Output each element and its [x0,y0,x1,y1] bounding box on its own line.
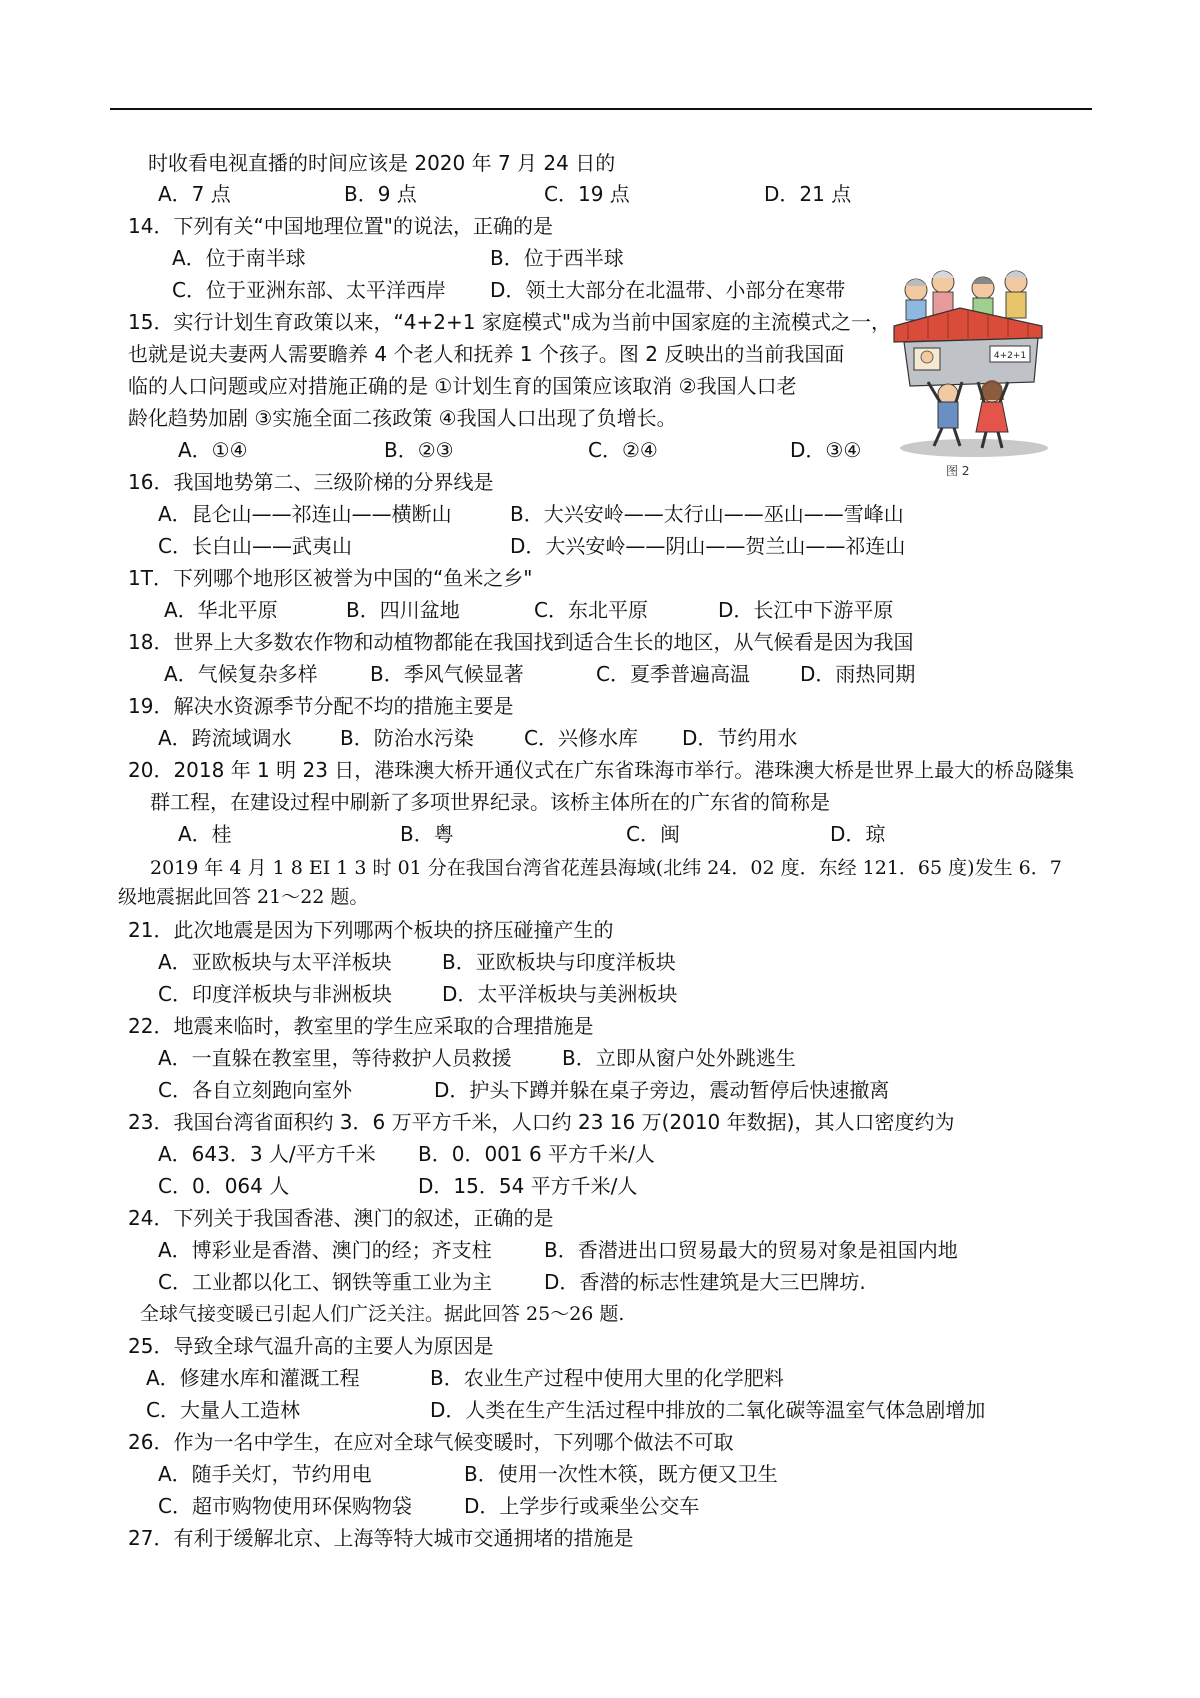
option: B．农业生产过程中使用大里的化学肥料 [430,1366,784,1390]
option: A．华北平原 [164,598,278,622]
option: D．大兴安岭——阴山——贺兰山——祁连山 [510,534,906,558]
question-18: 18．世界上大多数农作物和动植物都能在我国找到适合生长的地区，从气候看是因为我国 [128,630,914,654]
option: A．随手关灯，节约用电 [158,1462,372,1486]
option: D．琼 [830,822,886,846]
question-16: 16．我国地势第二、三级阶梯的分界线是 [128,470,494,494]
option: A．亚欧板块与太平洋板块 [158,950,392,974]
question-15-cont: 临的人口问题或应对措施正确的是 ①计划生育的国策应该取消 ②我国人口老 [128,374,797,398]
option: C．19 点 [544,182,630,206]
option: A．跨流域调水 [158,726,292,750]
option: B．防治水污染 [340,726,474,750]
option: C．兴修水库 [524,726,638,750]
option: A．位于南半球 [172,246,306,270]
option: B．使用一次性木筷，既方便又卫生 [464,1462,778,1486]
option: C．0．064 人 [158,1174,290,1198]
option: A．643．3 人/平方千米 [158,1142,376,1166]
option: D．护头下蹲并躲在桌子旁边，震动暂停后快速撤离 [434,1078,890,1102]
option: A．一直躲在教室里，等待救护人员救援 [158,1046,512,1070]
question-14: 14．下列有关“中国地理位置"的说法，正确的是 [128,214,554,238]
option: D．香潜的标志性建筑是大三巴牌坊. [544,1270,866,1294]
question-24: 24．下列关于我国香港、澳门的叙述，正确的是 [128,1206,554,1230]
option: B．大兴安岭——太行山——巫山——雪峰山 [510,502,904,526]
option: D．15．54 平方千米/人 [418,1174,638,1198]
option: D．太平洋板块与美洲板块 [442,982,678,1006]
option: D．21 点 [764,182,852,206]
option: C．位于亚洲东部、太平洋西岸 [172,278,446,302]
option: C．工业都以化工、钢铁等重工业为主 [158,1270,492,1294]
passage-line: 2019 年 4 月 1 8 EI 1 3 时 01 分在我国台湾省花莲县海域(北纬 24．02 度．东经 121．65 度)发生 6．7 [150,857,1062,879]
option: C．印度洋板块与非洲板块 [158,982,392,1006]
question-23: 23．我国台湾省面积约 3．6 万平方千米，人口约 23 16 万(2010 年数据)，其人口密度约为 [128,1110,955,1134]
question-25: 25．导致全球气温升高的主要人为原因是 [128,1334,494,1358]
header-rule [110,108,1092,110]
passage-line: 级地震据此回答 21～22 题。 [118,886,369,908]
option: D．雨热同期 [800,662,916,686]
option: C．东北平原 [534,598,648,622]
question-27: 27．有利于缓解北京、上海等特大城市交通拥堵的措施是 [128,1526,634,1550]
option: B．香潜进出口贸易最大的贸易对象是祖国内地 [544,1238,958,1262]
option: B．季风气候显著 [370,662,524,686]
option: B．0．001 6 平方千米/人 [418,1142,655,1166]
family-house-cartoon-icon [888,262,1050,459]
option: D．人类在生产生活过程中排放的二氧化碳等温室气体急剧增加 [430,1398,986,1422]
option: B．9 点 [344,182,417,206]
option: A．气候复杂多样 [164,662,318,686]
figure-caption: 图 2 [946,464,970,478]
option: B．位于西半球 [490,246,624,270]
option: B．粤 [400,822,454,846]
question-15-cont: 龄化趋势加剧 ③实施全面二孩政策 ④我国人口出现了负增长。 [128,406,677,430]
passage-line: 全球气接变暖已引起人们广泛关注。据此回答 25～26 题. [140,1303,625,1325]
option: C．各自立刻跑向室外 [158,1078,352,1102]
option: A．昆仑山——祁连山——横断山 [158,502,452,526]
option: D．节约用水 [682,726,798,750]
question-17: 1T．下列哪个地形区被誉为中国的“鱼米之乡" [128,566,533,590]
question-21: 21．此次地震是因为下列哪两个板块的挤压碰撞产生的 [128,918,614,942]
option: A．7 点 [158,182,231,206]
house-sign-text: 4+2+1 [993,351,1027,361]
question-26: 26．作为一名中学生，在应对全球气候变暖时，下列哪个做法不可取 [128,1430,734,1454]
question-15: 15．实行计划生育政策以来，“4+2+1 家庭模式"成为当前中国家庭的主流模式之一， [128,310,892,334]
option: C．超市购物使用环保购物袋 [158,1494,412,1518]
option: A．①④ [178,438,248,462]
option: C．长白山——武夷山 [158,534,352,558]
option: B．四川盆地 [346,598,460,622]
option: A．博彩业是香潜、澳门的经；齐支柱 [158,1238,492,1262]
option: B．亚欧板块与印度洋板块 [442,950,676,974]
question-15-cont: 也就是说夫妻两人需要瞻养 4 个老人和抚养 1 个孩子。图 2 反映出的当前我国面 [128,342,845,366]
option: C．大量人工造林 [146,1398,300,1422]
option: D．上学步行或乘坐公交车 [464,1494,700,1518]
option: C．闽 [626,822,680,846]
option: D．领土大部分在北温带、小部分在寒带 [490,278,846,302]
question-20: 20．2018 年 1 明 23 日，港珠澳大桥开通仪式在广东省珠海市举行。港珠澳大桥是世界上最大的桥岛隧集 [128,758,1075,782]
option: B．立即从窗户处外跳逃生 [562,1046,796,1070]
question-22: 22．地震来临时，教室里的学生应采取的合理措施是 [128,1014,594,1038]
question-20-cont: 群工程，在建设过程中刷新了多项世界纪录。该桥主体所在的广东省的简称是 [150,790,830,814]
option: D．长江中下游平原 [718,598,894,622]
passage-line: 时收看电视直播的时间应该是 2020 年 7 月 24 日的 [148,151,616,175]
question-19: 19．解决水资源季节分配不均的措施主要是 [128,694,514,718]
option: C．夏季普遍高温 [596,662,750,686]
option: D．③④ [790,438,862,462]
option: B．②③ [384,438,454,462]
option: C．②④ [588,438,658,462]
option: A．修建水库和灌溉工程 [146,1366,360,1390]
option: A．桂 [178,822,232,846]
